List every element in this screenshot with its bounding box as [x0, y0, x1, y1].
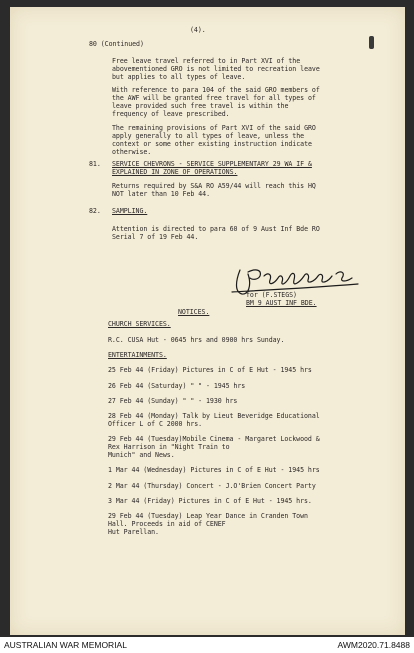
- para-80-line: the AWF will be granted free travel for all types of: [112, 94, 316, 102]
- signature-unit-line: BM 9 AUST INF BDE.: [246, 299, 317, 307]
- para-80-line: With reference to para 104 of the said GRO members of: [112, 86, 320, 94]
- church-services-heading: CHURCH SERVICES.: [108, 320, 171, 328]
- para-81-heading: SERVICE CHEVRONS - SERVICE SUPPLEMENTARY 29 WA IF &: [112, 160, 312, 168]
- entertainment-entry: Rex Harrison in "Night Train to: [108, 443, 230, 451]
- para-80-line: leave provided such free travel is within the: [112, 102, 289, 110]
- para-80-line: otherwise.: [112, 148, 152, 156]
- para-81-number: 81.: [89, 160, 101, 168]
- entertainment-entry: 25 Feb 44 (Friday) Pictures in C of E Hut - 1945 hrs: [108, 366, 312, 374]
- page-number: (4).: [190, 26, 206, 34]
- para-80-label: 80 (Continued): [89, 40, 144, 48]
- church-services-line: R.C. CUSA Hut - 0645 hrs and 0900 hrs Sunday.: [108, 336, 285, 344]
- para-81-body: NOT later than 10 Feb 44.: [112, 190, 210, 198]
- entertainment-entry: Hut Parellan.: [108, 528, 159, 536]
- entertainment-entry: 29 Feb 44 (Tuesday) Leap Year Dance in Cranden Town: [108, 512, 308, 520]
- para-81-body: Returns required by S&A RO A59/44 will reach this HQ: [112, 182, 316, 190]
- para-80-line: Free leave travel referred to in Part XVI of the: [112, 57, 301, 65]
- entertainment-entry: 27 Feb 44 (Sunday) " " - 1930 hrs: [108, 397, 238, 405]
- notices-title: NOTICES.: [178, 308, 210, 316]
- footer-bar: [0, 637, 414, 653]
- footer-accession-number: AWM2020.71.8488: [337, 640, 410, 650]
- para-82-body: Attention is directed to para 60 of 9 Aust Inf Bde RO: [112, 225, 320, 233]
- entertainment-entry: 28 Feb 44 (Monday) Talk by Lieut Beveridge Educational: [108, 412, 320, 420]
- entertainment-entry: 29 Feb 44 (Tuesday)Mobile Cinema - Margaret Lockwood &: [108, 435, 320, 443]
- footer-institution: AUSTRALIAN WAR MEMORIAL: [4, 640, 127, 650]
- entertainment-entry: 3 Mar 44 (Friday) Pictures in C of E Hut - 1945 hrs.: [108, 497, 312, 505]
- para-80-line: frequency of leave prescribed.: [112, 110, 230, 118]
- para-80-line: apply generally to all types of leave, unless the: [112, 132, 305, 140]
- entertainment-entry: Hall. Proceeds in aid of CENEF: [108, 520, 226, 528]
- entertainments-heading: ENTERTAINMENTS.: [108, 351, 167, 359]
- signature-for-line: for (F.STEGS): [246, 291, 297, 299]
- entertainment-entry: Munich" and News.: [108, 451, 175, 459]
- para-80-line: The remaining provisions of Part XVI of the said GRO: [112, 124, 316, 132]
- entertainment-entry: 2 Mar 44 (Thursday) Concert - J.O'Brien Concert Party: [108, 482, 316, 490]
- para-82-body: Serial 7 of 19 Feb 44.: [112, 233, 199, 241]
- entertainment-entry: Officer L of C 2000 hrs.: [108, 420, 203, 428]
- entertainment-entry: 26 Feb 44 (Saturday) " " - 1945 hrs: [108, 382, 246, 390]
- punch-hole: [369, 36, 374, 49]
- para-80-line: context or some other existing instruction indicate: [112, 140, 312, 148]
- entertainment-entry: 1 Mar 44 (Wednesday) Pictures in C of E Hut - 1945 hrs: [108, 466, 320, 474]
- para-81-heading: EXPLAINED IN ZONE OF OPERATIONS.: [112, 168, 238, 176]
- para-82-heading: SAMPLING.: [112, 207, 148, 215]
- para-80-line: abovementioned GRO is not limited to recreation leave: [112, 65, 320, 73]
- para-80-line: but applies to all types of leave.: [112, 73, 246, 81]
- para-82-number: 82.: [89, 207, 101, 215]
